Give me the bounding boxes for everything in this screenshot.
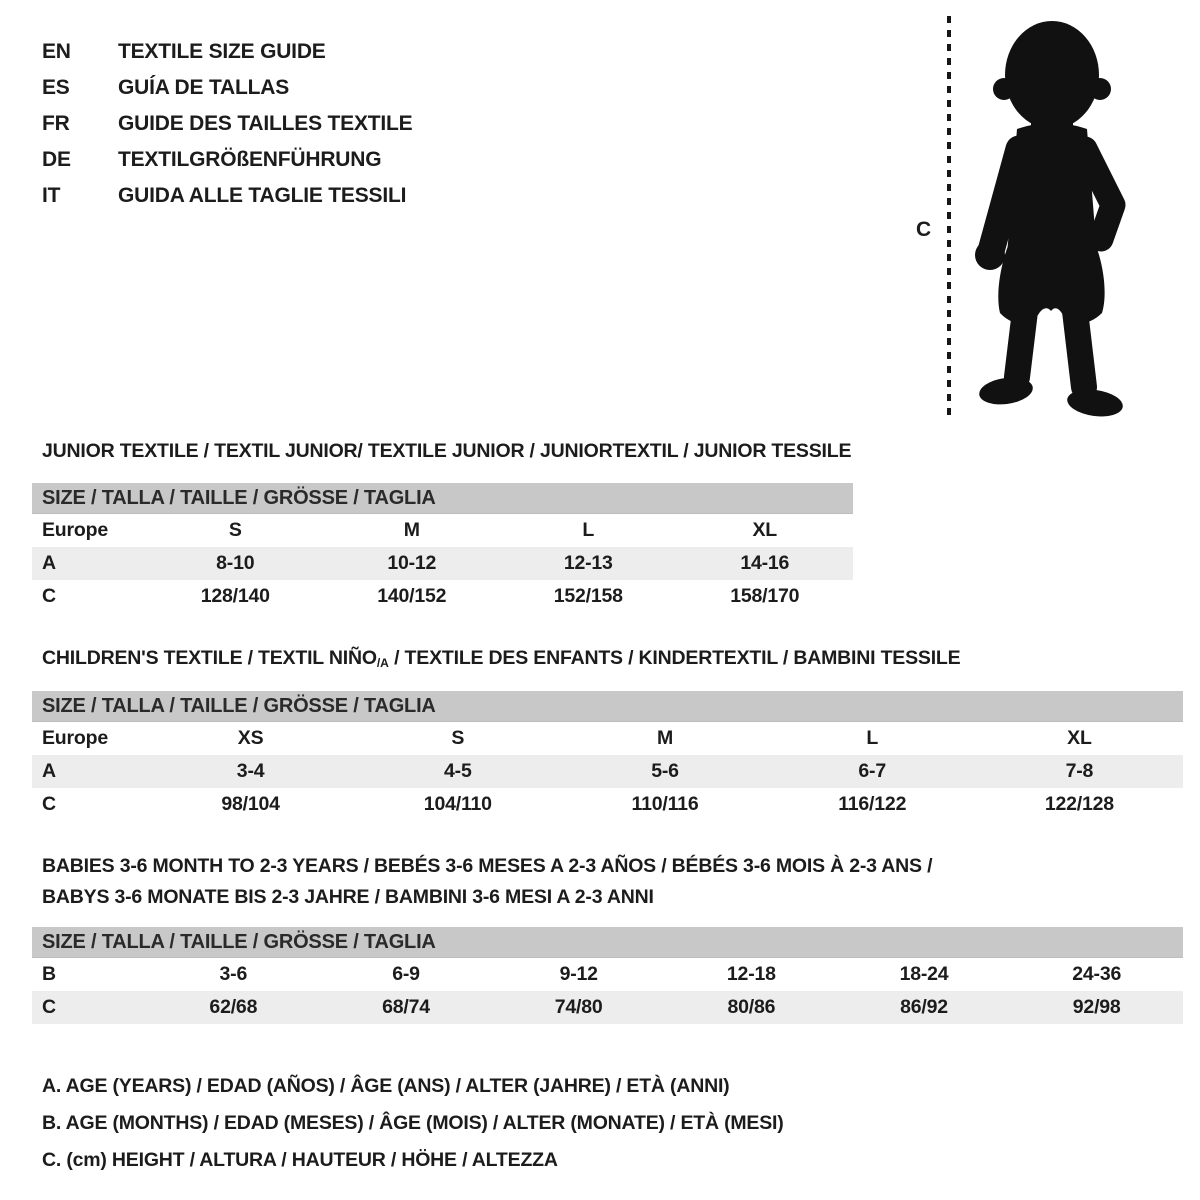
row-label: C <box>42 793 56 815</box>
table-cell: 6-7 <box>858 760 886 782</box>
size-header-bar: SIZE / TALLA / TAILLE / GRÖSSE / TAGLIA <box>32 483 853 514</box>
children-section-heading <box>42 643 960 679</box>
row-label: Europe <box>42 727 108 749</box>
guide-title: GUIDA ALLE TAGLIE TESSILI <box>118 184 407 207</box>
row-label: A <box>42 552 56 574</box>
table-row <box>32 514 853 547</box>
language-code: DE <box>42 148 71 171</box>
children-size-table <box>32 691 1183 821</box>
table-cell: 86/92 <box>900 996 948 1018</box>
size-header-bar: SIZE / TALLA / TAILLE / GRÖSSE / TAGLIA <box>32 691 1183 722</box>
table-cell: L <box>866 727 879 749</box>
table-cell: 152/158 <box>553 585 623 607</box>
legend-line-b: B. AGE (MONTHS) / EDAD (MESES) / ÂGE (MOIS) / ALTER (MONATE) / ETÀ (MESI) <box>42 1112 784 1134</box>
height-measure-label: C <box>916 218 931 241</box>
heading-text: / TEXTILE DES ENFANTS / KINDERTEXTIL / BAMBINI TESSILE <box>388 647 961 669</box>
baby-silhouette-icon <box>963 15 1139 417</box>
size-header-bar: SIZE / TALLA / TAILLE / GRÖSSE / TAGLIA <box>32 927 1183 958</box>
table-cell: 62/68 <box>209 996 258 1018</box>
table-cell: 7-8 <box>1065 760 1094 782</box>
legend-line-a: A. AGE (YEARS) / EDAD (AÑOS) / ÂGE (ANS) / ALTER (JAHRE) / ETÀ (ANNI) <box>42 1075 730 1097</box>
language-code: EN <box>42 40 71 63</box>
table-cell: 68/74 <box>382 996 430 1018</box>
table-row <box>32 991 1183 1024</box>
table-cell: M <box>403 519 420 541</box>
table-cell: 12-13 <box>563 552 613 574</box>
table-cell: 6-9 <box>392 963 420 985</box>
language-code: ES <box>42 76 70 99</box>
table-cell: 80/86 <box>727 996 776 1018</box>
legend-line-c: C. (cm) HEIGHT / ALTURA / HAUTEUR / HÖHE / ALTEZZA <box>42 1149 558 1171</box>
table-cell: 98/104 <box>221 793 280 815</box>
table-cell: 3-6 <box>219 963 248 985</box>
language-row <box>42 142 412 178</box>
table-cell: S <box>451 727 465 749</box>
row-label: A <box>42 760 56 782</box>
table-cell: 92/98 <box>1072 996 1121 1018</box>
table-row <box>32 788 1183 821</box>
row-label: B <box>42 963 56 985</box>
table-cell: L <box>582 519 595 541</box>
table-cell: 128/140 <box>200 585 270 607</box>
babies-section-heading <box>42 851 932 913</box>
junior-section-heading: JUNIOR TEXTILE / TEXTIL JUNIOR/ TEXTILE JUNIOR / JUNIORTEXTIL / JUNIOR TESSILE <box>42 440 852 462</box>
table-cell: 122/128 <box>1044 793 1114 815</box>
babies-size-table <box>32 927 1183 1024</box>
table-row <box>32 958 1183 991</box>
table-cell: 3-4 <box>236 760 265 782</box>
table-cell: XS <box>237 727 264 749</box>
table-cell: XL <box>752 519 778 541</box>
table-cell: 116/122 <box>838 793 907 815</box>
row-label: C <box>42 585 56 607</box>
table-cell: 9-12 <box>559 963 598 985</box>
table-cell: 5-6 <box>651 760 679 782</box>
guide-title: GUÍA DE TALLAS <box>118 76 290 99</box>
table-cell: 12-18 <box>726 963 776 985</box>
table-cell: 158/170 <box>730 585 800 607</box>
language-row <box>42 34 412 70</box>
row-label: Europe <box>42 519 108 541</box>
table-cell: 24-36 <box>1072 963 1122 985</box>
table-cell: XL <box>1067 727 1092 749</box>
language-code: FR <box>42 112 70 135</box>
table-cell: 110/116 <box>631 793 699 815</box>
language-row <box>42 178 412 214</box>
heading-text: CHILDREN'S TEXTILE / TEXTIL NIÑO <box>42 647 377 669</box>
table-cell: 14-16 <box>740 552 790 574</box>
table-cell: 10-12 <box>387 552 437 574</box>
junior-size-table <box>32 483 853 613</box>
guide-title: TEXTILE SIZE GUIDE <box>118 40 326 63</box>
table-row <box>32 547 853 580</box>
table-cell: 8-10 <box>216 552 255 574</box>
language-row <box>42 70 412 106</box>
table-cell: 104/110 <box>423 793 492 815</box>
table-cell: 18-24 <box>899 963 949 985</box>
language-title-list <box>42 34 412 214</box>
table-cell: M <box>656 727 674 749</box>
table-row <box>32 580 853 613</box>
table-cell: 140/152 <box>377 585 447 607</box>
heading-line: BABYS 3-6 MONATE BIS 2-3 JAHRE / BAMBINI 3-6 MESI A 2-3 ANNI <box>42 886 654 908</box>
row-label: C <box>42 996 56 1018</box>
heading-line: BABIES 3-6 MONTH TO 2-3 YEARS / BEBÉS 3-6 MESES A 2-3 AÑOS / BÉBÉS 3-6 MOIS À 2-3 ANS / <box>42 855 933 877</box>
heading-subscript: /A <box>376 656 389 671</box>
table-row <box>32 755 1183 788</box>
table-cell: 4-5 <box>444 760 472 782</box>
height-measure-line <box>945 16 953 416</box>
language-code: IT <box>42 184 61 207</box>
table-row <box>32 722 1183 755</box>
measure-legend <box>42 1068 784 1179</box>
guide-title: TEXTILGRÖßENFÜHRUNG <box>118 148 382 171</box>
guide-title: GUIDE DES TAILLES TEXTILE <box>118 112 413 135</box>
table-cell: S <box>228 519 242 541</box>
language-row <box>42 106 412 142</box>
table-cell: 74/80 <box>554 996 603 1018</box>
